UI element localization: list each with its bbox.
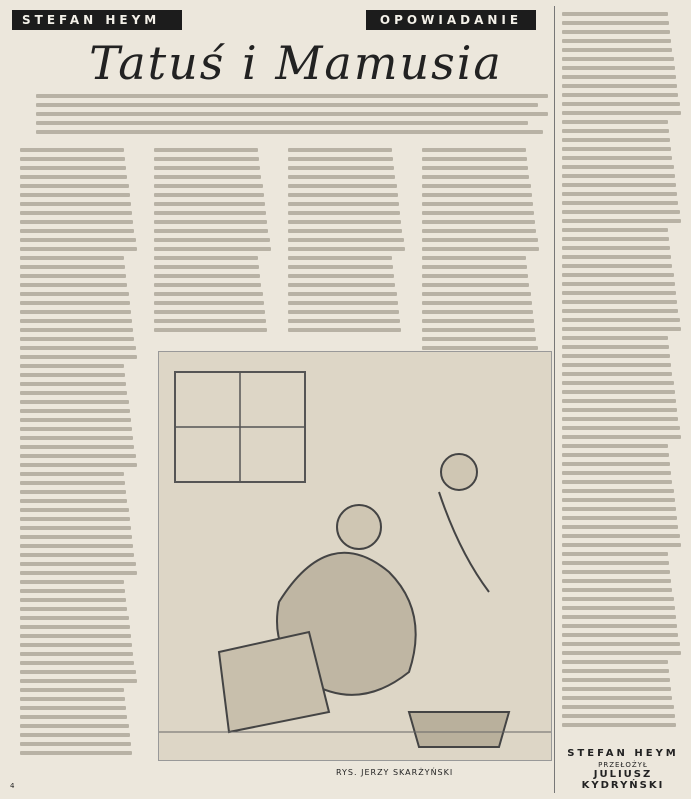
text-line-placeholder <box>422 211 534 215</box>
text-line-placeholder <box>20 688 124 692</box>
credit-author: STEFAN HEYM <box>567 748 679 759</box>
right-body-column <box>562 12 682 732</box>
text-line-placeholder <box>562 12 668 16</box>
text-line-placeholder <box>20 598 126 602</box>
credit-translator: JULIUSZ KYDRYŃSKI <box>581 769 665 791</box>
text-line-placeholder <box>562 102 680 106</box>
text-line-placeholder <box>20 490 126 494</box>
text-line-placeholder <box>422 166 528 170</box>
text-line-placeholder <box>20 319 132 323</box>
text-line-placeholder <box>422 238 538 242</box>
text-line-placeholder <box>422 283 529 287</box>
text-line-placeholder <box>422 274 528 278</box>
text-line-placeholder <box>20 202 131 206</box>
text-line-placeholder <box>562 30 670 34</box>
text-line-placeholder <box>422 157 527 161</box>
text-line-placeholder <box>562 255 671 259</box>
text-line-placeholder <box>154 211 266 215</box>
credit-translated-note: PRZEŁOŻYŁ <box>598 761 648 769</box>
text-line-placeholder <box>154 274 260 278</box>
text-line-placeholder <box>562 687 671 691</box>
text-line-placeholder <box>20 742 131 746</box>
text-line-placeholder <box>422 319 534 323</box>
article-illustration <box>158 351 552 761</box>
text-line-placeholder <box>562 246 670 250</box>
text-line-placeholder <box>20 679 137 683</box>
text-line-placeholder <box>562 219 681 223</box>
text-line-placeholder <box>562 588 672 592</box>
text-line-placeholder <box>562 120 668 124</box>
text-line-placeholder <box>422 247 539 251</box>
text-line-placeholder <box>20 274 126 278</box>
text-line-placeholder <box>562 516 677 520</box>
text-line-placeholder <box>288 193 398 197</box>
text-line-placeholder <box>20 211 132 215</box>
text-line-placeholder <box>154 328 267 332</box>
text-line-placeholder <box>288 202 399 206</box>
text-line-placeholder <box>288 310 399 314</box>
column-divider <box>554 6 555 793</box>
text-line-placeholder <box>20 724 129 728</box>
text-line-placeholder <box>422 220 535 224</box>
text-line-placeholder <box>562 390 675 394</box>
text-line-placeholder <box>20 364 124 368</box>
text-line-placeholder <box>562 543 681 547</box>
text-line-placeholder <box>154 247 271 251</box>
text-line-placeholder <box>154 238 270 242</box>
text-line-placeholder <box>154 157 259 161</box>
text-line-placeholder <box>288 283 395 287</box>
text-line-placeholder <box>562 453 669 457</box>
text-line-placeholder <box>562 156 672 160</box>
text-line-placeholder <box>422 310 533 314</box>
text-line-placeholder <box>20 436 133 440</box>
text-line-placeholder <box>20 472 124 476</box>
text-line-placeholder <box>562 336 668 340</box>
text-line-placeholder <box>20 751 132 755</box>
text-line-placeholder <box>422 328 535 332</box>
text-line-placeholder <box>288 184 397 188</box>
text-line-placeholder <box>154 184 263 188</box>
text-line-placeholder <box>20 220 133 224</box>
text-line-placeholder <box>288 175 395 179</box>
text-line-placeholder <box>20 580 124 584</box>
text-line-placeholder <box>562 435 681 439</box>
text-line-placeholder <box>562 624 677 628</box>
text-line-placeholder <box>20 346 136 350</box>
text-line-placeholder <box>562 534 680 538</box>
text-line-placeholder <box>20 733 130 737</box>
text-line-placeholder <box>20 715 127 719</box>
text-line-placeholder <box>562 93 678 97</box>
text-line-placeholder <box>288 265 393 269</box>
text-line-placeholder <box>20 229 134 233</box>
text-line-placeholder <box>562 201 678 205</box>
text-line-placeholder <box>562 282 675 286</box>
text-line-placeholder <box>562 444 668 448</box>
text-line-placeholder <box>562 84 677 88</box>
text-line-placeholder <box>154 283 261 287</box>
text-line-placeholder <box>154 166 260 170</box>
text-line-placeholder <box>20 652 133 656</box>
text-line-placeholder <box>20 634 131 638</box>
text-line-placeholder <box>562 21 669 25</box>
text-line-placeholder <box>154 319 266 323</box>
text-line-placeholder <box>562 381 674 385</box>
text-line-placeholder <box>20 292 129 296</box>
text-line-placeholder <box>562 237 669 241</box>
text-line-placeholder <box>562 318 680 322</box>
text-line-placeholder <box>562 642 680 646</box>
text-line-placeholder <box>20 175 127 179</box>
text-line-placeholder <box>20 382 126 386</box>
text-line-placeholder <box>562 696 672 700</box>
text-line-placeholder <box>562 273 674 277</box>
article-title: Tatuś i Mamusia <box>89 36 503 90</box>
text-line-placeholder <box>562 327 681 331</box>
text-line-placeholder <box>20 247 137 251</box>
text-line-placeholder <box>562 417 678 421</box>
text-line-placeholder <box>20 508 129 512</box>
text-line-placeholder <box>288 274 394 278</box>
text-line-placeholder <box>562 660 668 664</box>
text-line-placeholder <box>288 211 400 215</box>
text-line-placeholder <box>422 175 529 179</box>
text-line-placeholder <box>288 328 401 332</box>
text-line-placeholder <box>20 184 129 188</box>
text-line-placeholder <box>20 661 134 665</box>
text-line-placeholder <box>562 723 676 727</box>
text-line-placeholder <box>20 148 124 152</box>
text-line-placeholder <box>20 616 129 620</box>
text-line-placeholder <box>154 229 268 233</box>
text-line-placeholder <box>20 589 125 593</box>
author-credit <box>562 748 684 791</box>
text-line-placeholder <box>20 427 132 431</box>
text-line-placeholder <box>562 507 676 511</box>
text-line-placeholder <box>154 301 264 305</box>
text-line-placeholder <box>288 220 401 224</box>
text-line-placeholder <box>562 39 671 43</box>
text-line-placeholder <box>562 651 681 655</box>
text-line-placeholder <box>288 319 400 323</box>
text-line-placeholder <box>20 454 136 458</box>
text-line-placeholder <box>288 292 397 296</box>
text-line-placeholder <box>20 373 125 377</box>
text-line-placeholder <box>20 400 129 404</box>
text-line-placeholder <box>562 705 674 709</box>
text-line-placeholder <box>562 633 678 637</box>
text-line-placeholder <box>422 184 531 188</box>
text-line-placeholder <box>20 526 131 530</box>
text-line-placeholder <box>288 247 405 251</box>
text-line-placeholder <box>562 525 678 529</box>
text-line-placeholder <box>562 174 675 178</box>
text-line-placeholder <box>562 192 677 196</box>
text-line-placeholder <box>20 535 132 539</box>
text-line-placeholder <box>562 597 674 601</box>
text-line-placeholder <box>20 697 125 701</box>
text-line-placeholder <box>562 183 676 187</box>
text-line-placeholder <box>422 229 536 233</box>
text-line-placeholder <box>422 256 526 260</box>
text-line-placeholder <box>20 238 136 242</box>
text-line-placeholder <box>562 561 669 565</box>
text-line-placeholder <box>288 166 394 170</box>
text-line-placeholder <box>20 670 136 674</box>
text-line-placeholder <box>422 193 532 197</box>
text-line-placeholder <box>562 210 680 214</box>
illustration-caption: RYS. JERZY SKARŻYŃSKI <box>336 768 454 777</box>
text-line-placeholder <box>562 714 675 718</box>
text-line-placeholder <box>422 292 531 296</box>
text-line-placeholder <box>288 157 393 161</box>
text-line-placeholder <box>562 669 669 673</box>
text-line-placeholder <box>20 499 127 503</box>
text-line-placeholder <box>288 229 402 233</box>
text-line-placeholder <box>562 678 670 682</box>
text-line-placeholder <box>154 193 264 197</box>
text-line-placeholder <box>154 202 265 206</box>
text-line-placeholder <box>20 445 134 449</box>
text-line-placeholder <box>20 643 132 647</box>
text-line-placeholder <box>154 256 258 260</box>
text-line-placeholder <box>562 615 676 619</box>
text-line-placeholder <box>562 363 671 367</box>
text-line-placeholder <box>154 265 259 269</box>
text-line-placeholder <box>562 57 674 61</box>
text-line-placeholder <box>562 480 672 484</box>
text-line-placeholder <box>20 544 133 548</box>
text-line-placeholder <box>20 706 126 710</box>
text-line-placeholder <box>562 165 674 169</box>
text-line-placeholder <box>562 570 670 574</box>
text-line-placeholder <box>20 283 127 287</box>
text-line-placeholder <box>562 138 670 142</box>
text-line-placeholder <box>20 355 137 359</box>
text-line-placeholder <box>20 607 127 611</box>
text-line-placeholder <box>562 426 680 430</box>
text-line-placeholder <box>20 409 130 413</box>
text-line-placeholder <box>20 517 130 521</box>
text-line-placeholder <box>288 148 392 152</box>
text-line-placeholder <box>562 345 669 349</box>
text-line-placeholder <box>20 157 125 161</box>
text-line-placeholder <box>20 256 124 260</box>
text-line-placeholder <box>562 291 676 295</box>
text-line-placeholder <box>422 337 536 341</box>
text-line-placeholder <box>422 265 527 269</box>
text-line-placeholder <box>562 48 672 52</box>
text-line-placeholder <box>562 606 675 610</box>
text-line-placeholder <box>20 166 126 170</box>
text-line-placeholder <box>562 372 672 376</box>
author-banner: STEFAN HEYM <box>12 10 182 30</box>
section-banner: OPOWIADANIE <box>366 10 536 30</box>
text-line-placeholder <box>20 571 137 575</box>
text-line-placeholder <box>20 193 130 197</box>
text-line-placeholder <box>562 228 668 232</box>
text-line-placeholder <box>288 238 404 242</box>
text-line-placeholder <box>20 418 131 422</box>
text-line-placeholder <box>154 148 258 152</box>
text-line-placeholder <box>422 301 532 305</box>
text-line-placeholder <box>154 292 263 296</box>
text-line-placeholder <box>20 310 131 314</box>
text-line-placeholder <box>562 75 676 79</box>
text-line-placeholder <box>562 408 677 412</box>
body-column-1 <box>20 148 138 760</box>
text-line-placeholder <box>562 66 675 70</box>
text-line-placeholder <box>288 256 392 260</box>
text-line-placeholder <box>562 498 675 502</box>
text-line-placeholder <box>20 553 134 557</box>
text-line-placeholder <box>288 301 398 305</box>
text-line-placeholder <box>562 399 676 403</box>
text-line-placeholder <box>422 202 533 206</box>
text-line-placeholder <box>154 310 265 314</box>
text-line-placeholder <box>422 148 526 152</box>
text-line-placeholder <box>562 462 670 466</box>
text-line-placeholder <box>154 175 261 179</box>
page-number: 4 <box>10 782 15 790</box>
body-column-2 <box>154 148 272 337</box>
text-line-placeholder <box>20 463 137 467</box>
text-line-placeholder <box>562 354 670 358</box>
text-line-placeholder <box>562 264 672 268</box>
text-line-placeholder <box>422 346 538 350</box>
text-line-placeholder <box>20 301 130 305</box>
illustration-drawing <box>159 352 551 760</box>
text-line-placeholder <box>20 391 127 395</box>
text-line-placeholder <box>562 489 674 493</box>
text-line-placeholder <box>562 309 678 313</box>
text-line-placeholder <box>562 129 669 133</box>
text-line-placeholder <box>20 337 134 341</box>
text-line-placeholder <box>562 471 671 475</box>
text-line-placeholder <box>562 300 677 304</box>
text-line-placeholder <box>20 625 130 629</box>
text-line-placeholder <box>20 265 125 269</box>
text-line-placeholder <box>154 220 267 224</box>
newspaper-page <box>6 6 685 793</box>
text-line-placeholder <box>562 552 668 556</box>
text-line-placeholder <box>562 111 681 115</box>
body-column-3 <box>288 148 406 337</box>
text-line-placeholder <box>20 562 136 566</box>
text-line-placeholder <box>562 579 671 583</box>
text-line-placeholder <box>20 481 125 485</box>
lead-paragraph-placeholder <box>36 94 548 140</box>
text-line-placeholder <box>562 147 671 151</box>
text-line-placeholder <box>20 328 133 332</box>
